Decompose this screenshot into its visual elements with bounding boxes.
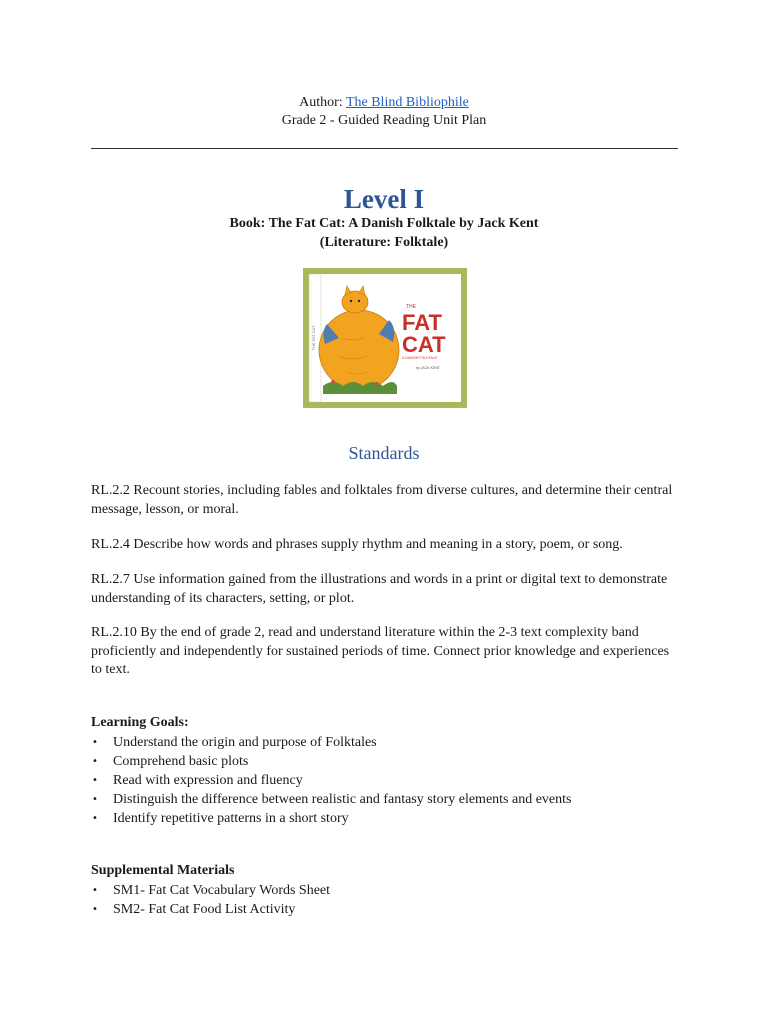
bullet-icon: • xyxy=(92,904,98,915)
bullet-icon: • xyxy=(92,737,98,748)
supplemental-materials-heading: Supplemental Materials xyxy=(91,863,235,878)
list-item: • Identify repetitive patterns in a short story xyxy=(92,811,349,826)
bullet-icon: • xyxy=(92,813,98,824)
cover-title-fat: FAT xyxy=(402,310,442,335)
standard-rl-2-10: RL.2.10 By the end of grade 2, read and understand literature within the 2-3 text complexity band proficiently and independently for sustained periods of time. Connect prior knowledge and experiences to text. xyxy=(91,625,670,677)
cover-title-cat: CAT xyxy=(402,332,446,357)
cover-subtitle: A DANISH FOLKTALE xyxy=(402,356,437,360)
list-item: • Comprehend basic plots xyxy=(92,754,249,769)
cover-top-label: THE xyxy=(406,304,416,310)
author-label: Author: xyxy=(299,95,346,110)
bullet-icon: • xyxy=(92,756,98,767)
cover-author: by JACK KENT xyxy=(416,366,440,370)
supplemental-materials-list xyxy=(91,881,330,919)
learning-goals-heading: Learning Goals: xyxy=(91,715,189,730)
book-title: Book: The Fat Cat: A Danish Folktale by Jack Kent xyxy=(229,216,539,231)
list-item: • Distinguish the difference between realistic and fantasy story elements and events xyxy=(92,792,572,807)
level-title: Level I xyxy=(343,184,425,214)
standard-rl-2-7: RL.2.7 Use information gained from the illustrations and words in a print or digital text to demonstrate understanding of its characters, setting, or plot. xyxy=(91,572,668,606)
cover-spine-text: THE FAT CAT xyxy=(311,325,316,351)
list-item: • Understand the origin and purpose of Folktales xyxy=(92,735,377,750)
standard-rl-2-2: RL.2.2 Recount stories, including fables and folktales from diverse cultures, and determine their central message, lesson, or moral. xyxy=(91,483,673,517)
learning-goals-list xyxy=(91,733,571,828)
bullet-icon: • xyxy=(92,775,98,786)
bullet-icon: • xyxy=(92,794,98,805)
book-cover-image xyxy=(303,268,467,408)
unit-plan-subtitle: Grade 2 - Guided Reading Unit Plan xyxy=(281,113,487,128)
standards-heading: Standards xyxy=(348,443,420,463)
standard-rl-2-4: RL.2.4 Describe how words and phrases supply rhythm and meaning in a story, poem, or song. xyxy=(91,537,623,552)
list-item: • SM2- Fat Cat Food List Activity xyxy=(92,902,296,917)
bullet-icon: • xyxy=(92,885,98,896)
list-item: • Read with expression and fluency xyxy=(92,773,303,788)
author-link[interactable]: The Blind Bibliophile xyxy=(345,95,469,110)
horizontal-divider xyxy=(91,148,678,149)
author-line xyxy=(0,94,768,112)
book-genre: (Literature: Folktale) xyxy=(319,235,449,250)
list-item: • SM1- Fat Cat Vocabulary Words Sheet xyxy=(92,883,331,898)
